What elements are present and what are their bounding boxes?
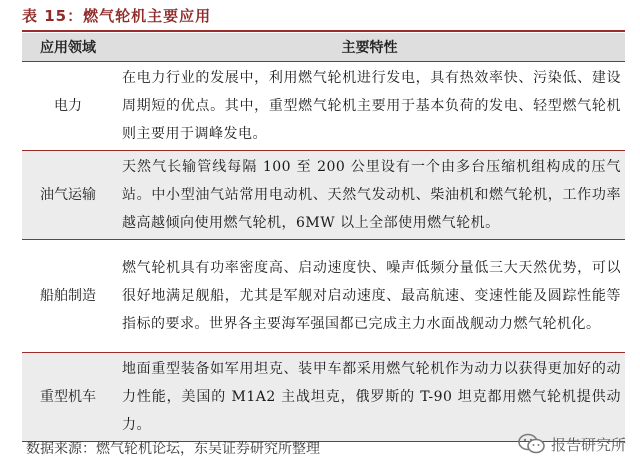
row-desc-ship: 燃气轮机具有功率密度高、启动速度快、噪声低频分量低三大天然优势，可以很好地满足舰船，尤其是军舰对启动速度、最高航速、变速性能及圆踪性能等指标的要求。世界各主要海军强国都已完成主力水面战舰动力燃气轮机化。 [114,240,625,353]
row-field-power: 电力 [22,62,114,151]
table-row [22,62,625,151]
watermark [517,432,626,456]
table-row [22,353,625,442]
row-desc-oil-gas: 天然气长输管线每隔 100 至 200 公里设有一个由多台压缩机组构成的压气站。中小型油气站常用电动机、天然气发动机、柴油机和燃气轮机，工作功率越高越倾向使用燃气轮机，6MW 以上全部使用燃气轮机。 [114,151,625,240]
title-divider [22,30,625,32]
header-features: 主要特性 [114,33,625,62]
data-source-note: 数据来源：燃气轮机论坛，东吴证券研究所整理 [26,441,320,457]
row-desc-power: 在电力行业的发展中，利用燃气轮机进行发电，具有热效率快、污染低、建设周期短的优点。其中，重型燃气轮机主要用于基本负荷的发电、轻型燃气轮机则主要用于调峰发电。 [114,62,625,151]
table-title: 表 15：燃气轮机主要应用 [22,6,212,25]
table-header-row [22,33,625,62]
table-row [22,240,625,353]
row-field-oil-gas: 油气运输 [22,151,114,240]
row-field-ship: 船舶制造 [22,240,114,353]
table-row [22,151,625,240]
wechat-icon [517,432,547,456]
watermark-text: 报告研究所 [550,435,626,454]
row-desc-vehicle: 地面重型装备如军用坦克、装甲车都采用燃气轮机作为动力以获得更加好的动力性能，美国的 M1A2 主战坦克，俄罗斯的 T-90 坦克都用燃气轮机提供动力。 [114,353,625,442]
header-field: 应用领域 [22,33,114,62]
applications-table [22,33,625,442]
row-field-vehicle: 重型机车 [22,353,114,442]
